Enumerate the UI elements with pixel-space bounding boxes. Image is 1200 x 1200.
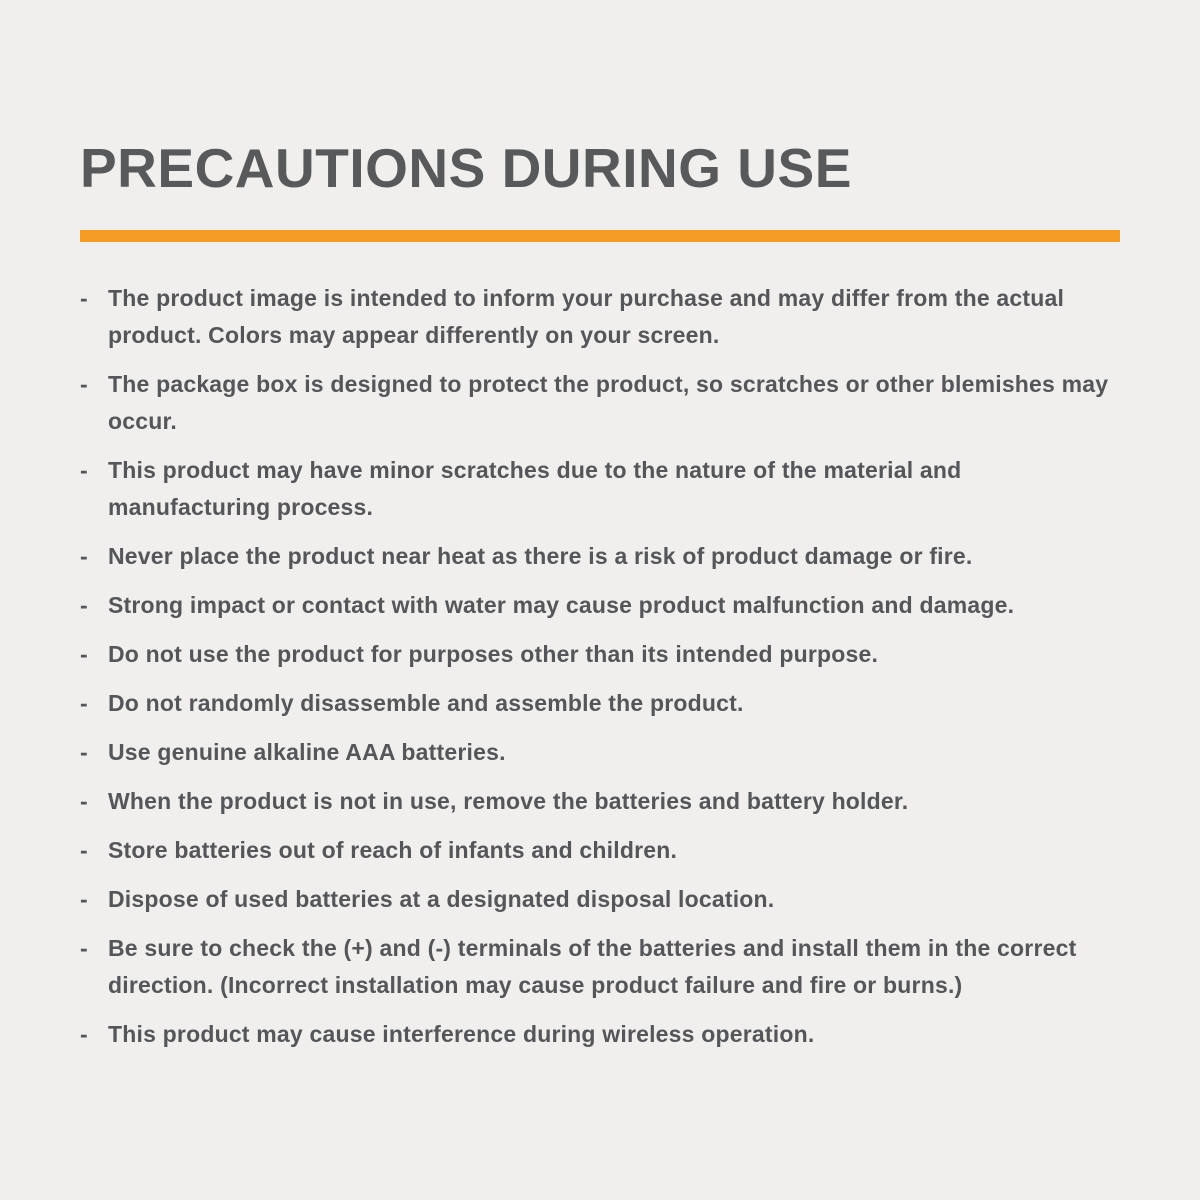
- dash-bullet-icon: -: [80, 457, 88, 483]
- precaution-list: [80, 280, 1120, 1053]
- list-item: [80, 636, 1120, 673]
- dash-bullet-icon: -: [80, 592, 88, 618]
- list-item-text: This product may have minor scratches due to the nature of the material and manufacturing process.: [108, 457, 962, 520]
- accent-divider-rule: [80, 230, 1120, 242]
- page-title: PRECAUTIONS DURING USE: [80, 137, 852, 199]
- list-item-text: Dispose of used batteries at a designated disposal location.: [108, 886, 775, 912]
- list-item: [80, 930, 1120, 1004]
- list-item-text: Strong impact or contact with water may cause product malfunction and damage.: [108, 592, 1015, 618]
- list-item-text: Do not randomly disassemble and assemble the product.: [108, 690, 744, 716]
- dash-bullet-icon: -: [80, 371, 88, 397]
- list-item-text: Store batteries out of reach of infants and children.: [108, 837, 678, 863]
- dash-bullet-icon: -: [80, 1021, 88, 1047]
- list-item: [80, 587, 1120, 624]
- dash-bullet-icon: -: [80, 935, 88, 961]
- list-item: [80, 1016, 1120, 1053]
- list-item-text: Do not use the product for purposes other than its intended purpose.: [108, 641, 879, 667]
- list-item-text: When the product is not in use, remove the batteries and battery holder.: [108, 788, 909, 814]
- list-item: [80, 452, 1120, 526]
- list-item: [80, 783, 1120, 820]
- list-item: [80, 881, 1120, 918]
- dash-bullet-icon: -: [80, 837, 88, 863]
- dash-bullet-icon: -: [80, 641, 88, 667]
- list-item: [80, 685, 1120, 722]
- dash-bullet-icon: -: [80, 543, 88, 569]
- dash-bullet-icon: -: [80, 886, 88, 912]
- dash-bullet-icon: -: [80, 285, 88, 311]
- list-item: [80, 280, 1120, 354]
- list-item: [80, 366, 1120, 440]
- list-item: [80, 734, 1120, 771]
- list-item: [80, 832, 1120, 869]
- list-item-text: The package box is designed to protect the product, so scratches or other blemishes may occur.: [108, 371, 1109, 434]
- dash-bullet-icon: -: [80, 739, 88, 765]
- list-item-text: Use genuine alkaline AAA batteries.: [108, 739, 506, 765]
- list-item: [80, 538, 1120, 575]
- dash-bullet-icon: -: [80, 690, 88, 716]
- list-item-text: The product image is intended to inform your purchase and may differ from the actual product. Colors may appear differently on your screen.: [108, 285, 1065, 348]
- dash-bullet-icon: -: [80, 788, 88, 814]
- list-item-text: Never place the product near heat as there is a risk of product damage or fire.: [108, 543, 973, 569]
- list-item-text: This product may cause interference during wireless operation.: [108, 1021, 815, 1047]
- list-item-text: Be sure to check the (+) and (-) terminals of the batteries and install them in the correct direction. (Incorrect installation may cause product failure and fire or burns.): [108, 935, 1077, 998]
